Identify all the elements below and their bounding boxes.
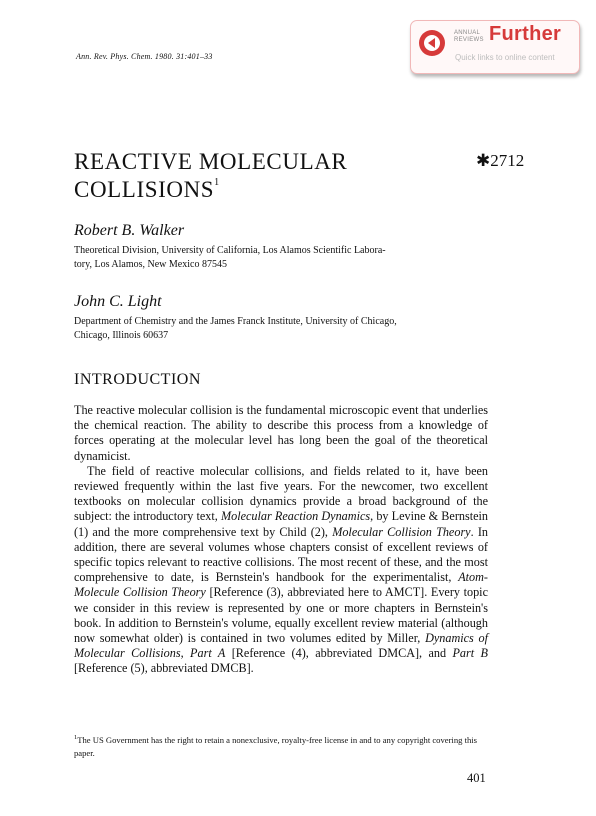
- title-line-1: REACTIVE MOLECULAR: [74, 149, 348, 174]
- section-body: [74, 403, 488, 677]
- paragraph: The field of reactive molecular collisions, and fields related to it, have been reviewed frequently within the last five years. For the newcomer, two excellent textbooks on molecular collision dynamics provide a broad background of the subject: the introductory text, Molecular Reaction Dynamics, by Levine & Bernstein (1) and the more comprehensive text by Child (2), Molecular Collision Theory. In addition, there are several volumes whose chapters consist of excellent reviews of specific topics relevant to reactive collisions. The most recent of these, and the most comprehensive to date, is Bernstein's handbook for the experimentalist, Atom-Molecule Collision Theory [Reference (3), abbreviated here to AMCT]. Every topic we consider in this review is represented by one or more chapters in Bernstein's book. In addition to Bernstein's volume, equally excellent review material (although now somewhat older) is contained in two volumes edited by Miller, Dynamics of Molecular Collisions, Part A [Reference (4), abbreviated DMCA], and Part B [Reference (5), abbreviated DMCB].: [74, 463, 489, 676]
- further-title: Further: [489, 23, 562, 45]
- annual-reviews-logo-text: ANNUAL REVIEWS: [454, 30, 484, 43]
- section-heading: INTRODUCTION: [74, 371, 201, 388]
- footnote-mark: 1: [74, 734, 78, 741]
- author-affiliation: Theoretical Division, University of California, Los Alamos Scientific Labora- tory, Los Alamos, New Mexico 87545: [74, 245, 386, 270]
- page-number: 401: [467, 771, 486, 785]
- title-footnote-mark: 1: [214, 177, 220, 188]
- article-title: [74, 148, 434, 204]
- footnote-text: The US Government has the right to retain a nonexclusive, royalty-free license in and to any copyright covering this paper.: [74, 734, 477, 758]
- further-subtitle: Quick links to online content: [455, 53, 555, 62]
- footnote: [74, 731, 490, 760]
- left-arrow-circle-icon: [418, 29, 446, 57]
- author-name: John C. Light: [74, 293, 162, 310]
- author-name: Robert B. Walker: [74, 222, 185, 239]
- further-links-badge[interactable]: [410, 20, 580, 74]
- paragraph: The reactive molecular collision is the fundamental microscopic event that underlies the chemical reaction. The ability to describe this process from a knowledge of forces operating at the molecular level has long been the goal of the theoretical dynamicist.: [74, 403, 488, 463]
- document-number: ✱2712: [476, 151, 525, 170]
- title-line-2: COLLISIONS: [74, 177, 215, 202]
- author-affiliation: Department of Chemistry and the James Franck Institute, University of Chicago, Chicago, Illinois 60637: [74, 316, 397, 341]
- journal-citation: Ann. Rev. Phys. Chem. 1980. 31:401–33: [76, 52, 213, 61]
